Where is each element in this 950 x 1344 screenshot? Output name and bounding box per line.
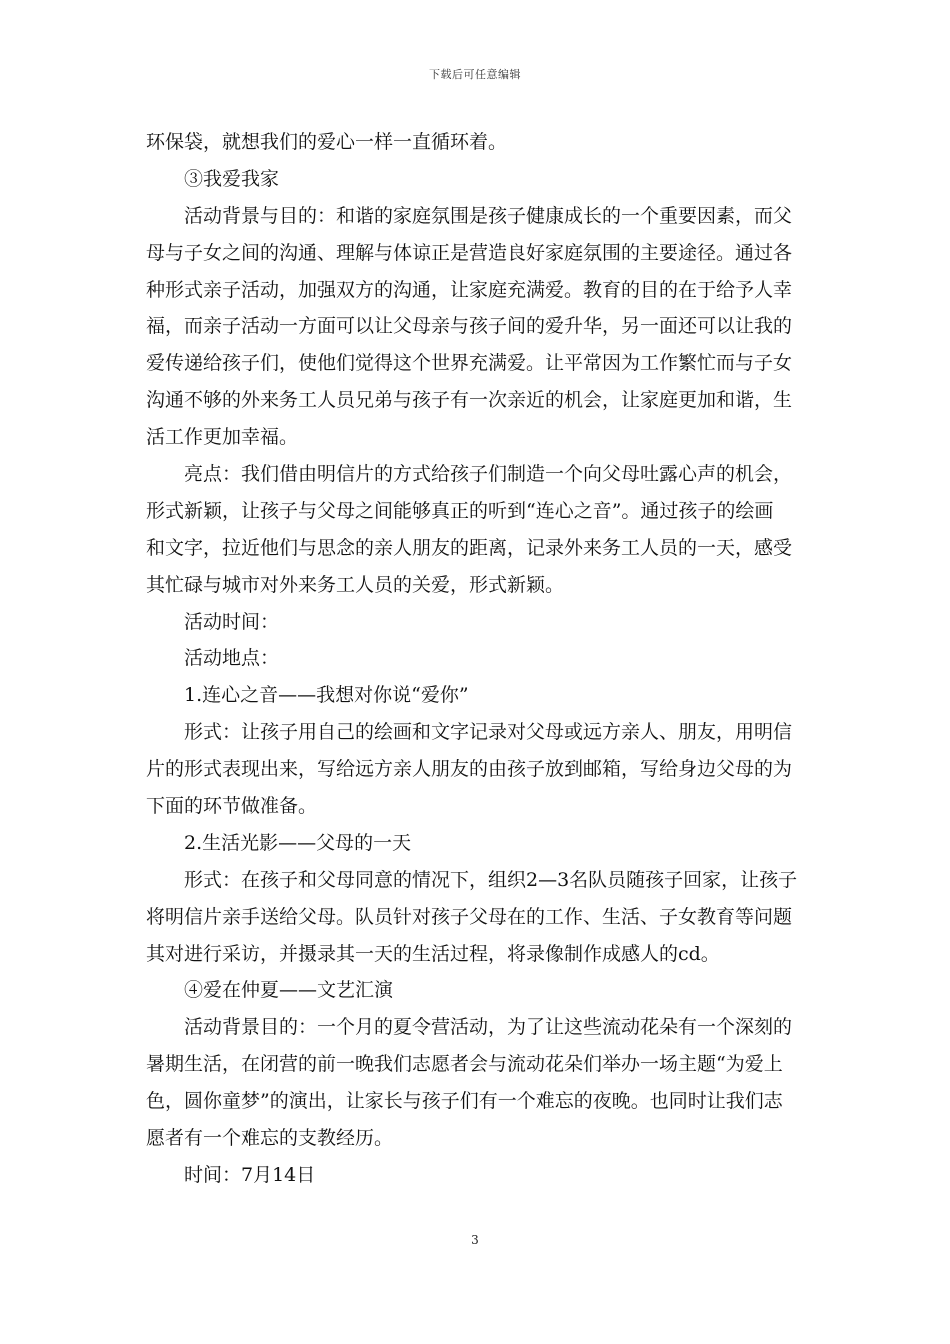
text-line: ④爱在仲夏——文艺汇演 — [184, 979, 394, 1002]
text-line: 愿者有一个难忘的支教经历。 — [146, 1127, 394, 1150]
text-line: 活动地点： — [184, 647, 280, 670]
text-line: 种形式亲子活动，加强双方的沟通，让家庭充满爱。教育的目的在于给予人幸 — [146, 278, 793, 301]
text-line: 环保袋，就想我们的爱心一样一直循环着。 — [146, 131, 508, 153]
text-line: 形式：让孩子用自己的绘画和文字记录对父母或远方亲人、朋友，用明信 — [184, 721, 793, 744]
text-line: 片的形式表现出来，写给远方亲人朋友的由孩子放到邮箱，写给身边父母的为 — [146, 758, 793, 781]
page-header: 下载后可任意编辑 — [429, 68, 521, 81]
text-line: 暑期生活，在闭营的前一晚我们志愿者会与流动花朵们举办一场主题“为爱上 — [146, 1053, 783, 1076]
text-line: 将明信片亲手送给父母。队员针对孩子父母在的工作、生活、子女教育等问题 — [146, 905, 793, 928]
text-line: 色，圆你童梦”的演出，让家长与孩子们有一个难忘的夜晚。也同时让我们志 — [146, 1090, 783, 1113]
text-line: 母与子女之间的沟通、理解与体谅正是营造良好家庭氛围的主要途径。通过各 — [146, 241, 793, 264]
text-line: 和文字，拉近他们与思念的亲人朋友的距离，记录外来务工人员的一天，感受 — [146, 536, 793, 559]
text-line: 亮点：我们借由明信片的方式给孩子们制造一个向父母吐露心声的机会， — [184, 463, 793, 486]
text-line: 活动时间： — [184, 610, 280, 633]
text-line: ③我爱我家 — [184, 167, 280, 190]
text-line: 活动背景目的：一个月的夏令营活动，为了让这些流动花朵有一个深刻的 — [184, 1016, 793, 1039]
text-line: 2.生活光影——父母的一天 — [184, 831, 412, 854]
text-line: 形式新颖，让孩子与父母之间能够真正的听到“连心之音”。通过孩子的绘画 — [146, 499, 774, 522]
document-body — [146, 124, 806, 1194]
text-line: 其忙碌与城市对外来务工人员的关爱，形式新颖。 — [146, 573, 565, 596]
text-line: 活动背景与目的：和谐的家庭氛围是孩子健康成长的一个重要因素，而父 — [184, 204, 793, 227]
text-line: 沟通不够的外来务工人员兄弟与孩子有一次亲近的机会，让家庭更加和谐，生 — [146, 389, 793, 412]
text-line: 活工作更加幸福。 — [146, 426, 299, 449]
text-line: 形式：在孩子和父母同意的情况下，组织2—3名队员随孩子回家，让孩子 — [184, 868, 798, 891]
text-line: 其对进行采访，并摄录其一天的生活过程，将录像制作成感人的cd。 — [146, 942, 720, 965]
text-line: 下面的环节做准备。 — [146, 795, 318, 818]
text-line: 1.连心之音——我想对你说“爱你” — [184, 684, 469, 707]
text-line: 福，而亲子活动一方面可以让父母亲与孩子间的爱升华，另一面还可以让我的 — [146, 315, 793, 338]
text-line: 爱传递给孩子们，使他们觉得这个世界充满爱。让平常因为工作繁忙而与子女 — [146, 352, 793, 375]
text-line: 时间：7月14日 — [184, 1163, 316, 1186]
page-number: 3 — [471, 1233, 479, 1247]
